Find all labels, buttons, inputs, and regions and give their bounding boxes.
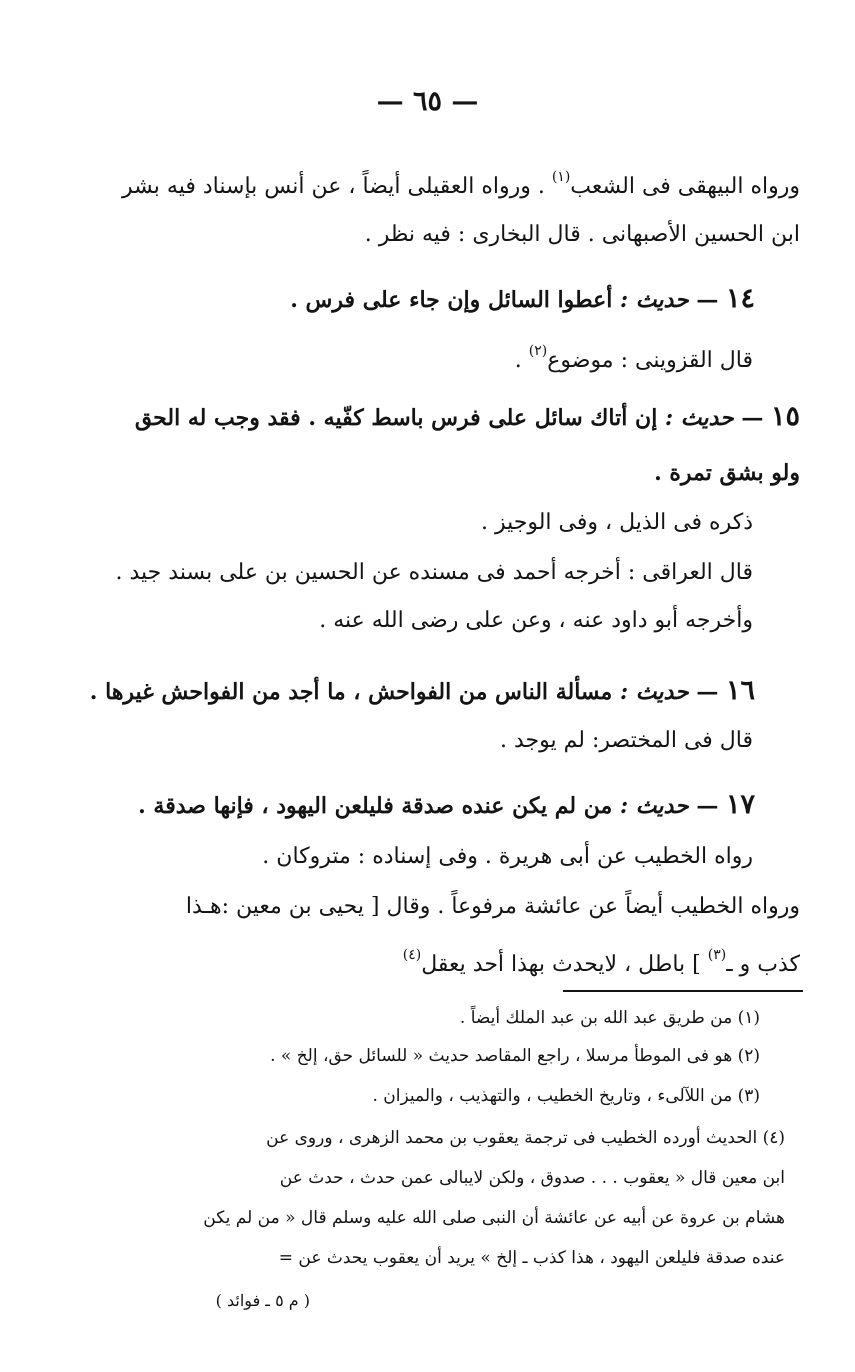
intro-text-1: ورواه البيهقى فى الشعب [570, 174, 800, 199]
hadith-17-heading [138, 788, 755, 823]
hadith-dash: — [696, 679, 719, 705]
hadith-15-heading [135, 400, 800, 435]
footnote-1: (١) من طريق عبد الله بن عبد الملك أيضاً . [459, 1008, 760, 1028]
comment-text-a: كذب و ـ [726, 952, 800, 977]
hadith-17-comment-2: ورواه الخطيب أيضاً عن عائشة مرفوعاً . وقال [ يحيى بن معين :هـذا [185, 894, 800, 919]
footnote-ref-1: (١) [551, 169, 571, 185]
hadith-dash: — [741, 405, 764, 431]
hadith-17-comment-1: رواه الخطيب عن أبى هريرة . وفى إسناده : متروكان . [262, 844, 753, 869]
footnote-4-line-2: ابن معين قال « يعقوب . . . صدوق ، ولكن لايبالى عمن حدث ، حدث عن [279, 1168, 785, 1188]
hadith-text: إن أتاك سائل على فرس باسط كفّيه . فقد وجب له الحق [134, 405, 658, 431]
hadith-text: من لم يكن عنده صدقة فليلعن اليهود ، فإنها صدقة . [138, 793, 613, 819]
footnote-4-line-1: (٤) الحديث أورده الخطيب فى ترجمة يعقوب بن محمد الزهرى ، وروى عن [266, 1128, 785, 1148]
hadith-16-comment-1: قال فى المختصر: لم يوجد . [500, 728, 753, 753]
hadith-label: حديث : [619, 793, 689, 819]
hadith-15-comment-3: وأخرجه أبو داود عنه ، وعن على رضى الله عنه . [319, 608, 753, 633]
footnote-3: (٣) من اللآلىء ، وتاريخ الخطيب ، والتهذيب ، والميزان . [372, 1086, 760, 1106]
hadith-17-comment-3 [403, 938, 800, 982]
hadith-dash: — [696, 793, 719, 819]
hadith-number: ١٦ [725, 675, 755, 706]
footnote-ref-2: (٢) [528, 343, 548, 359]
comment-text: قال القزوينى : موضوع [547, 348, 753, 373]
hadith-label: حديث : [664, 405, 734, 431]
page-number: — ٦٥ — [376, 86, 479, 117]
comment-end: . [514, 348, 522, 373]
hadith-15-continuation: ولو بشق تمرة . [654, 460, 800, 486]
hadith-text: مسألة الناس من الفواحش ، ما أجد من الفواحش غيرها . [89, 679, 613, 705]
hadith-15-comment-1: ذكره فى الذيل ، وفى الوجيز . [480, 510, 753, 535]
hadith-text: أعطوا السائل وإن جاء على فرس . [290, 287, 613, 313]
intro-line-1 [122, 160, 800, 204]
hadith-number: ١٧ [725, 789, 755, 820]
footnote-2: (٢) هو فى الموطأ مرسلا ، راجع المقاصد حديث « للسائل حق، إلخ » . [270, 1046, 760, 1066]
footnote-ref-4: (٤) [402, 947, 422, 963]
hadith-15-comment-2: قال العراقى : أخرجه أحمد فى مسنده عن الحسين بن على بسند جيد . [115, 560, 753, 585]
intro-text-1b: . ورواه العقيلى أيضاً ، عن أنس بإسناد فيه بشر [122, 174, 545, 199]
hadith-dash: — [696, 287, 719, 313]
hadith-14-comment [515, 334, 753, 378]
hadith-14-heading [290, 282, 755, 317]
hadith-label: حديث : [619, 287, 689, 313]
hadith-number: ١٤ [725, 283, 755, 314]
hadith-number: ١٥ [770, 401, 800, 432]
comment-text-b: ] باطل ، لايحدث بهذا أحد يعقل [421, 952, 701, 977]
hadith-16-heading [90, 674, 755, 709]
footnote-divider [563, 990, 803, 992]
footnote-4-line-4: عنده صدقة فليلعن اليهود ، هذا كذب ـ إلخ » يريد أن يعقوب يحدث عن = [278, 1248, 785, 1268]
intro-line-2: ابن الحسين الأصبهانى . قال البخارى : فيه نظر . [364, 222, 800, 247]
footnote-ref-3: (٣) [707, 947, 727, 963]
page-signature: ( م ٥ ـ فوائد ) [215, 1291, 310, 1310]
hadith-label: حديث : [619, 679, 689, 705]
footnote-4-line-3: هشام بن عروة عن أبيه عن عائشة أن النبى صلى الله عليه وسلم قال « من لم يكن [203, 1208, 785, 1228]
